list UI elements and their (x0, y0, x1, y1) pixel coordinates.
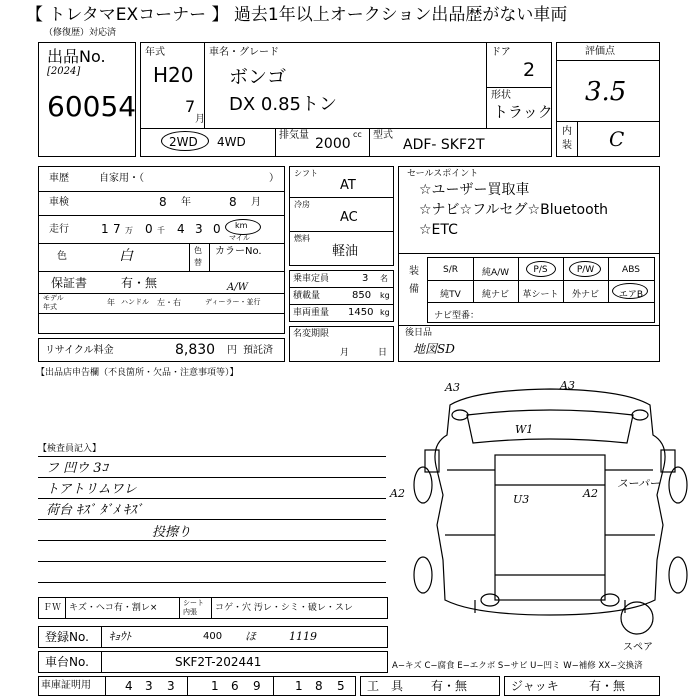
lot-number-box (38, 42, 136, 157)
damage-mark: A2 (390, 487, 405, 500)
model-row-handle-value: 左・右 (157, 298, 181, 307)
color-change-1: 色 (194, 246, 202, 255)
exhibitor-notes-label: 【出品店申告欄（不良箇所・欠品・注意事項等）】 (36, 368, 239, 378)
seat-label-1: シート (183, 599, 204, 607)
cert-digit: 8 (315, 679, 323, 693)
equip-alloy: 純A/W (481, 268, 510, 278)
inspector-note-4: 投擦り (152, 525, 192, 540)
inspector-note-1: フ 凹ウ 3ｺ (46, 461, 109, 476)
doors-value: 2 (523, 59, 536, 81)
damage-mark: W1 (515, 423, 534, 436)
equip-ps: P/S (533, 265, 548, 275)
score-value: 3.5 (585, 77, 627, 107)
recycle-box (38, 338, 285, 362)
damage-mark: U3 (513, 493, 530, 506)
inspection-month-unit: 月 (251, 197, 261, 208)
registration-class: 400 (203, 631, 223, 642)
mileage-d6: 0 (213, 222, 221, 236)
inspection-year: 8 (159, 195, 167, 209)
mileage-d4: 4 (177, 222, 185, 236)
chassis-label: 車台No. (45, 655, 89, 669)
name-change-box (289, 326, 394, 362)
shift-label: シフト (294, 169, 318, 178)
inspection-year-unit: 年 (181, 197, 191, 208)
seat-flaws: コゲ・穴 汚レ・シミ・破レ・スレ (215, 603, 353, 613)
color-label: 色 (57, 251, 67, 262)
spec-box (289, 166, 394, 266)
load-value: 850 (352, 290, 372, 301)
chassis-value: SKF2T-202441 (175, 655, 262, 669)
fw-label: ＦＷ (43, 603, 62, 613)
drive-4wd: 4WD (217, 135, 246, 149)
damage-mark: A3 (560, 379, 575, 392)
history-value: 自家用・（ (99, 173, 144, 184)
equipment-label-1: 装 (409, 266, 419, 277)
equip-pw-circle (569, 261, 601, 277)
header-subtitle: （修復歴）対応済 (44, 28, 117, 38)
garage-cert-row (38, 676, 356, 696)
spare-label: スペア (623, 642, 653, 653)
capacity-box (289, 270, 394, 322)
later-items-label: 後日品 (405, 328, 433, 338)
inspector-note-2: トアトリムワレ (46, 482, 137, 497)
shift-value: AT (340, 178, 356, 193)
registration-kana: ほ (245, 630, 256, 643)
interior-value: C (609, 127, 625, 151)
model-code-label: 型式 (373, 130, 393, 141)
jack-value: 有・無 (589, 679, 626, 693)
jack-label: ジャッキ (511, 679, 559, 693)
warranty-value: 有・無 (121, 276, 158, 290)
warranty-note: A/W (227, 282, 248, 293)
model-row-dealer: ディーラー・並行 (205, 298, 261, 306)
recycle-unit: 円 (227, 345, 237, 356)
mileage-d5: 3 (195, 222, 203, 236)
sales-point-line-2: ☆ナビ☆フルセグ☆Bluetooth (419, 202, 609, 218)
cert-digit: 3 (145, 679, 153, 693)
details-box (38, 166, 285, 334)
model-year-month: 7 (185, 97, 196, 116)
name-change-label: 名変期限 (293, 329, 330, 339)
mileage-d3: 0 (145, 222, 153, 236)
cooling-label: 冷房 (294, 200, 310, 209)
equip-pw: P/W (576, 265, 595, 275)
warranty-label: 保証書 (51, 276, 88, 290)
mileage-label: 走行 (49, 224, 69, 235)
capacity-label: 乗車定員 (293, 274, 330, 284)
model-row-label-2: 年式 (43, 303, 57, 311)
sales-point-line-3: ☆ETC (419, 222, 458, 238)
model-code-value: ADF- SKF2T (403, 137, 485, 153)
mileage-d2: 7 (113, 222, 121, 236)
inspection-month: 8 (229, 195, 237, 209)
registration-label: 登録No. (45, 630, 89, 644)
capacity-value: 3 (362, 273, 369, 284)
mileage-u1: 万 (125, 226, 133, 235)
color-change-2: 替 (194, 258, 202, 267)
inspection-label: 車検 (49, 197, 69, 208)
fuel-value: 軽油 (332, 244, 359, 259)
displacement-value: 2000 (315, 136, 351, 152)
header-title: 【 トレタマEXコーナー 】 過去1年以上オークション出品歴がない車両 (26, 5, 568, 25)
navi-model-label: ナビ型番： (434, 311, 480, 321)
damage-mark: スーパー (617, 477, 660, 490)
mileage-km: km (235, 221, 248, 230)
damage-mark: A2 (583, 487, 598, 500)
recycle-status: 預託済 (243, 345, 273, 356)
interior-label-2: 装 (562, 140, 572, 151)
shape-value: トラック (493, 103, 553, 121)
shape-label: 形状 (491, 90, 511, 101)
equip-ps-circle (526, 261, 556, 277)
fuel-label: 燃料 (294, 234, 310, 243)
chassis-row (38, 651, 388, 673)
mileage-u2: 千 (157, 226, 165, 235)
lot-number: 60054 (47, 90, 137, 123)
later-items-value: 地図SD (413, 342, 455, 356)
score-box (556, 42, 660, 157)
inspector-note-3: 荷台 ｷｽﾞ ﾀﾞﾒ ｷｽﾞ (46, 503, 143, 518)
mileage-mile: マイル (229, 234, 250, 242)
interior-label-1: 内 (562, 126, 572, 137)
registration-area: ｷｮｳﾄ (109, 630, 131, 643)
load-unit: kg (380, 291, 390, 300)
model-row-label-1: モデル (43, 294, 64, 302)
model-year-value: H20 (153, 63, 194, 87)
cert-digit: 6 (231, 679, 239, 693)
equip-sr: S/R (443, 265, 458, 275)
load-label: 積載量 (293, 291, 321, 301)
color-code-label: カラーNo. (215, 246, 262, 257)
recycle-value: 8,830 (175, 342, 216, 358)
cert-digit: 4 (125, 679, 133, 693)
damage-mark: A3 (445, 381, 460, 394)
name-change-month: 月 (340, 348, 350, 358)
equip-airbag-circle (612, 283, 648, 299)
fw-flaws: キズ・ヘコ有・割レ× (69, 603, 158, 613)
equipment-label-2: 備 (409, 284, 419, 295)
color-value: 白 (119, 248, 133, 264)
car-name-label: 車名・グレード (209, 47, 279, 58)
sales-points-label: セールスポイント (407, 169, 479, 179)
equip-navi: 純ナビ (481, 290, 509, 300)
tools-box (360, 676, 500, 696)
vehicle-damage-diagram (390, 375, 700, 655)
name-change-day: 日 (378, 348, 388, 358)
seat-label-2: 内張 (183, 608, 197, 616)
model-row-handle-label: ハンドル (121, 298, 149, 306)
history-label: 車歴 (49, 173, 69, 184)
lot-label: 出品No. (47, 47, 106, 66)
cert-digit: 3 (167, 679, 175, 693)
equip-tv: 純TV (440, 290, 461, 300)
lot-year-tag: [2024] (47, 66, 81, 77)
cert-digit: 1 (211, 679, 219, 693)
drive-2wd: 2WD (169, 135, 198, 149)
doors-label: ドア (491, 47, 511, 58)
tools-label: 工 具 (367, 679, 404, 693)
car-grade-value: DX 0.85トン (229, 94, 337, 115)
equip-ext-navi: 外ナビ (571, 290, 599, 300)
equip-leather: 革シート (522, 290, 559, 300)
inspector-notes-label: 【検査員記入】 (38, 444, 102, 454)
cert-digit: 9 (253, 679, 261, 693)
equip-airbag: エアB (618, 290, 644, 300)
mileage-d1: 1 (101, 222, 109, 236)
inspector-notes (38, 442, 388, 592)
equipment-grid (427, 257, 655, 323)
history-close: ） (269, 173, 279, 184)
registration-row (38, 626, 388, 648)
car-name-value: ボンゴ (229, 66, 287, 88)
model-row-year-unit: 年 (107, 298, 115, 307)
tools-value: 有・無 (431, 679, 468, 693)
cooling-value: AC (340, 210, 358, 225)
recycle-label: リサイクル料金 (45, 345, 114, 356)
equip-abs: ABS (622, 265, 640, 275)
main-info-box (140, 42, 552, 157)
score-label: 評価点 (585, 46, 615, 57)
garage-cert-label: 車庫証明用 (41, 680, 91, 691)
registration-number: 1119 (289, 630, 317, 643)
model-year-month-unit: 月 (195, 114, 205, 125)
displacement-label: 排気量 (279, 130, 309, 141)
model-year-label: 年式 (145, 47, 165, 58)
displacement-unit: cc (353, 130, 362, 139)
fw-row (38, 597, 388, 619)
cert-digit: 5 (337, 679, 345, 693)
sales-points-box (398, 166, 660, 362)
weight-label: 車両重量 (293, 308, 330, 318)
jack-box (504, 676, 660, 696)
weight-value: 1450 (348, 307, 374, 318)
damage-legend: A−キズ C−腐食 E−エクボ S−サビ U−凹ミ W−補修 XX−交換済 (392, 661, 643, 671)
cert-digit: 1 (295, 679, 303, 693)
capacity-unit: 名 (380, 274, 388, 283)
sales-point-line-1: ☆ユーザー買取車 (419, 182, 530, 198)
weight-unit: kg (380, 308, 390, 317)
